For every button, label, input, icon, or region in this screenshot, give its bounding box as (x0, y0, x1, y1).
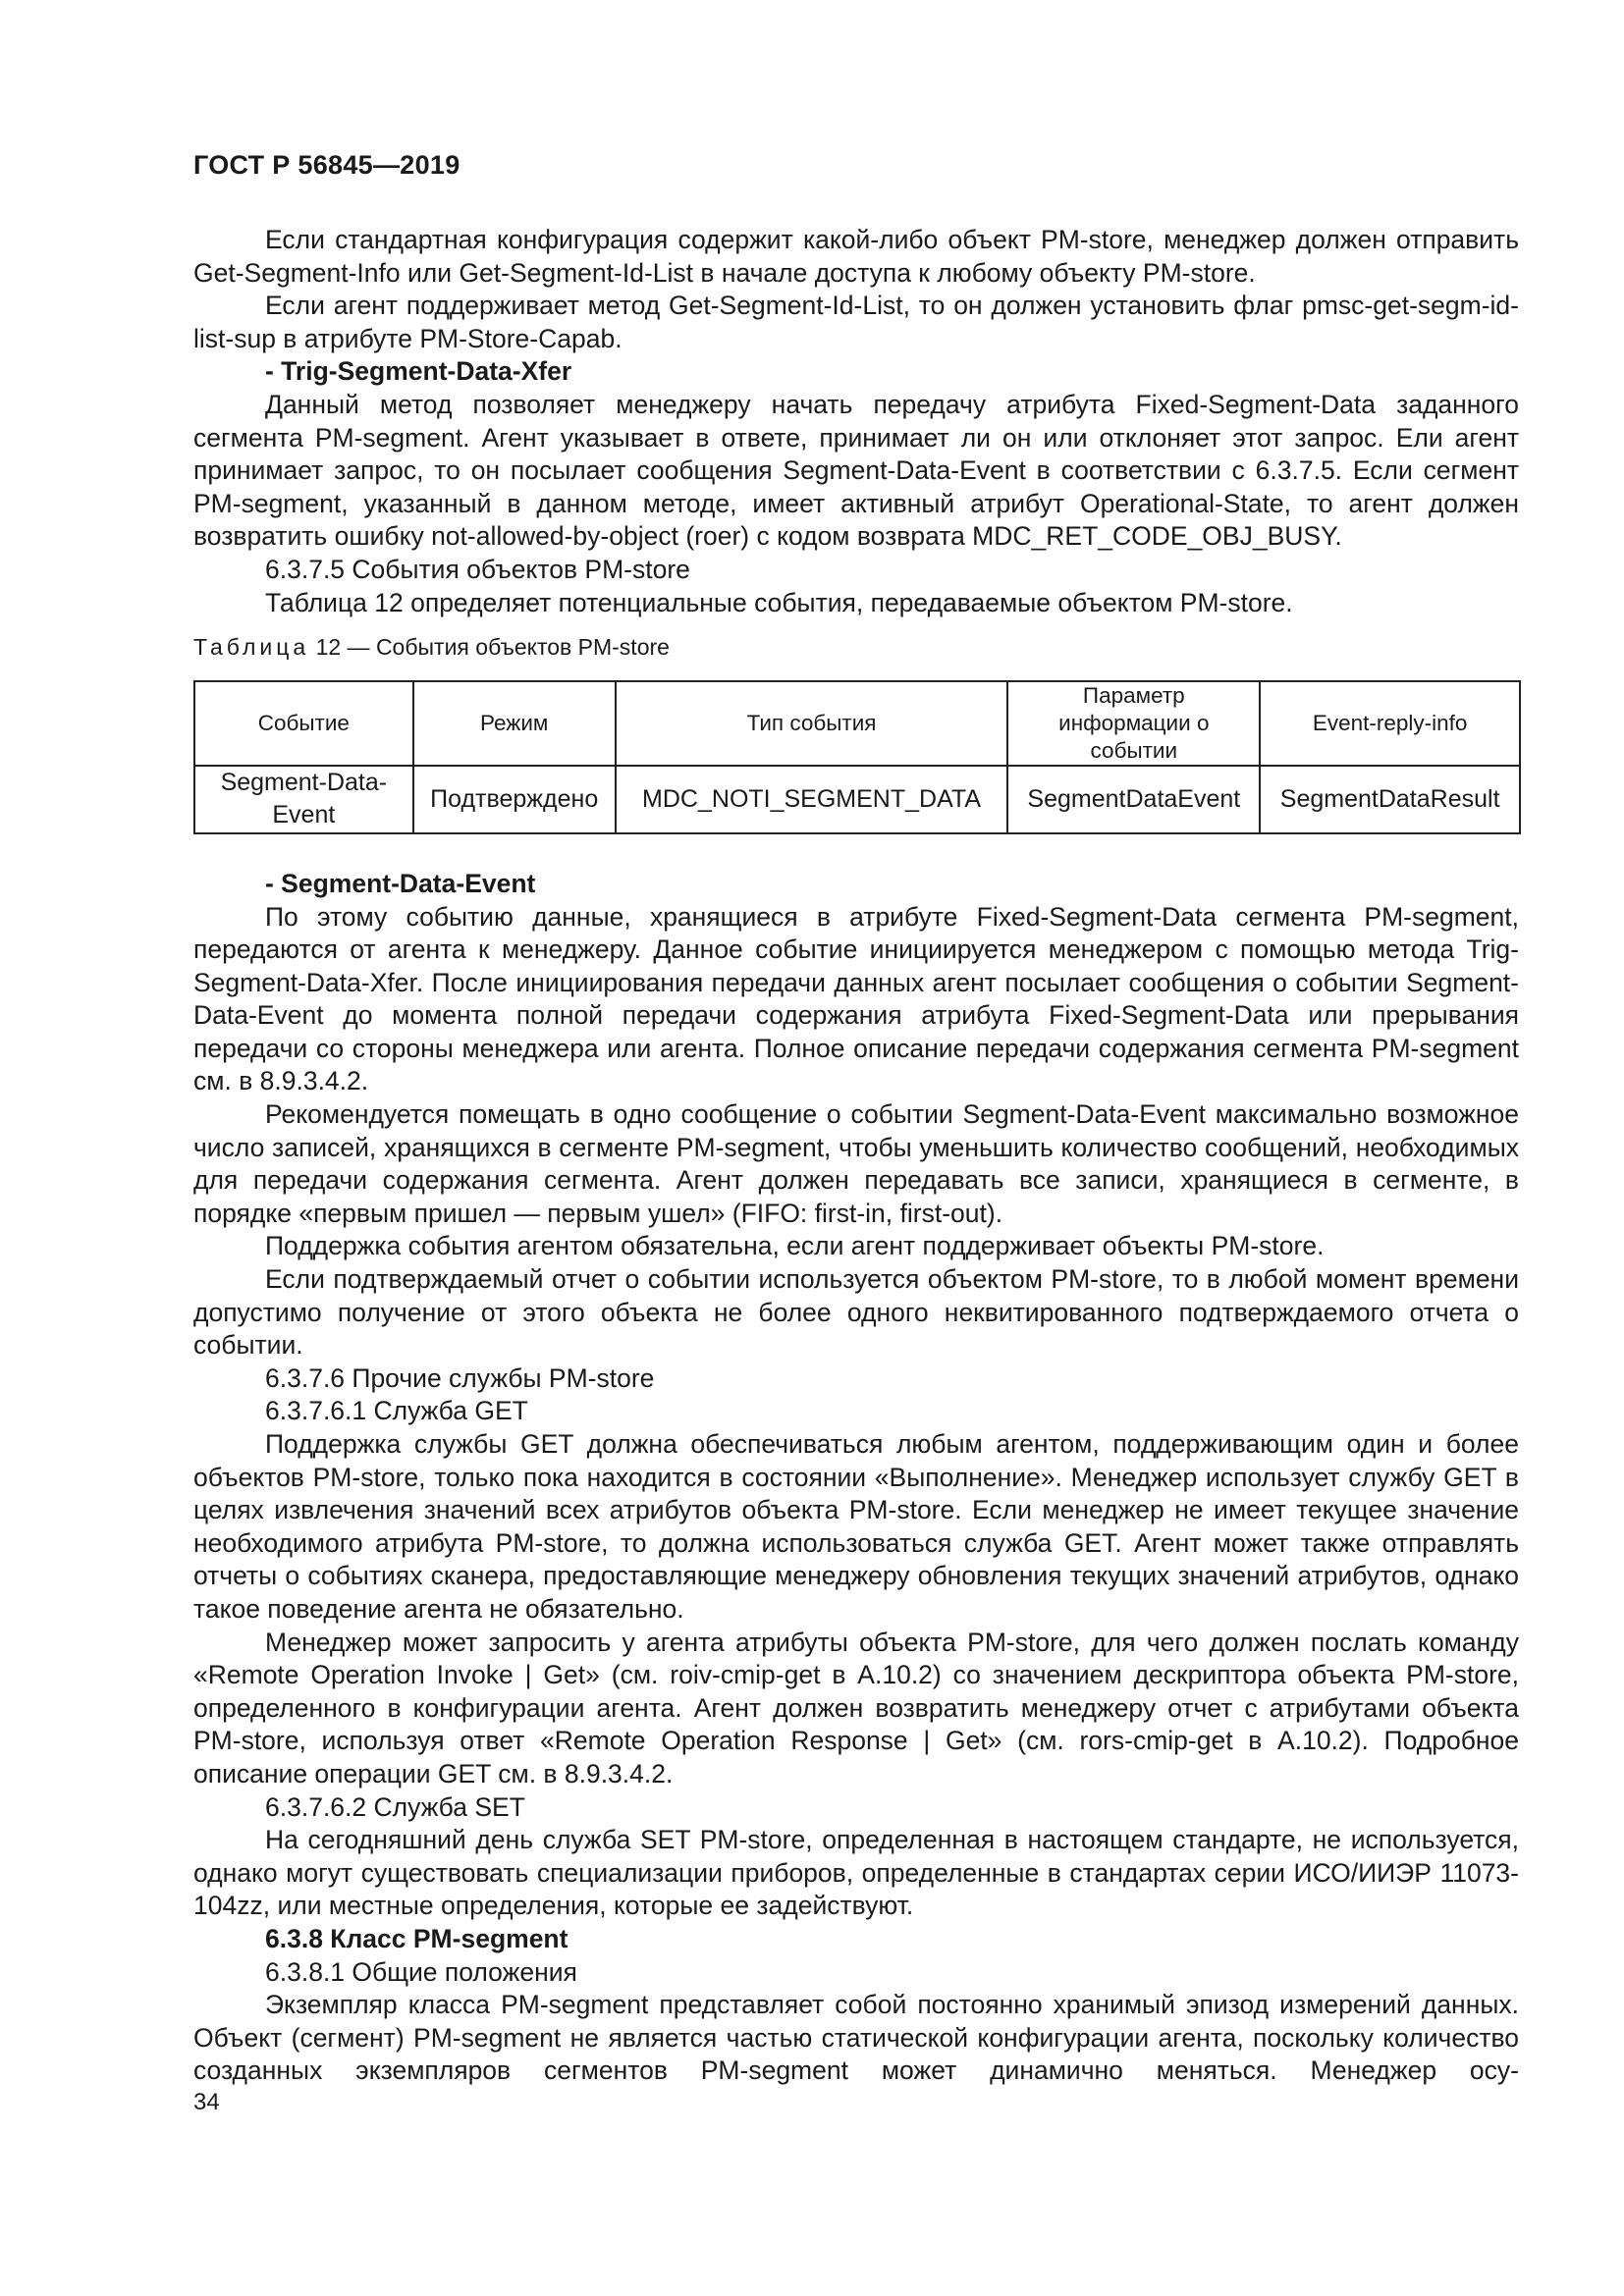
table-cell: Segment-Data-Event (194, 766, 413, 833)
table-header-cell: Event-reply-info (1260, 681, 1520, 766)
table-header-cell: Событие (194, 681, 413, 766)
table-caption-text: 12 — События объектов PM-store (309, 634, 670, 661)
paragraph: Экземпляр класса PM-segment представляет собой постоянно хранимый эпизод измерений данных. Объект (сегмент) PM-segment не является частью статической конфигурации агента, поскольку количество созданных экземпляров сегментов PM-segment может динамично меняться. Менеджер осу- (193, 1990, 1519, 2086)
table-caption (193, 631, 1519, 665)
paragraph: Рекомендуется помещать в одно сообщение о событии Segment-Data-Event максимально возможное число записей, хранящихся в сегменте PM-segment, чтобы уменьшить количество сообщений, необходимых для передачи содержания сегмента. Агент должен передавать все записи, хранящиеся в сегменте, в порядке «первым пришел — первым ушел» (FIFO: first-in, first-out). (193, 1099, 1519, 1228)
table-row (194, 766, 1520, 833)
section-heading: 6.3.7.6.2 Служба SET (265, 1791, 525, 1822)
paragraph: Если агент поддерживает метод Get-Segment-Id-List, то он должен установить флаг pmsc-get-segm-id-list-sup в атрибуте PM-Store-Capab. (193, 291, 1519, 353)
paragraph: Поддержка события агентом обязательна, если агент поддерживает объекты PM-store. (265, 1231, 1325, 1261)
paragraph: Данный метод позволяет менеджеру начать передачу атрибута Fixed-Segment-Data заданного сегмента PM-segment. Агент указывает в ответе, принимает ли он или отклоняет этот запрос. Ели агент принимает запрос, то он посылает сообщения Segment-Data-Event в соответствии с 6.3.7.5. Если сегмент PM-segment, указанный в данном методе, имеет активный атрибут Operational-State, то агент должен возвратить ошибку not-allowed-by-object (roer) с кодом возврата MDC_RET_CODE_OBJ_BUSY. (193, 389, 1519, 552)
section-heading: 6.3.7.6 Прочие службы PM-store (265, 1362, 655, 1393)
table-header-row (194, 681, 1520, 766)
document-body (193, 224, 1519, 2088)
table-header-cell: Тип события (616, 681, 1008, 766)
table-cell: Подтверждено (413, 766, 616, 833)
method-heading: - Trig-Segment-Data-Xfer (265, 356, 572, 387)
paragraph: Менеджер может запросить у агента атрибуты объекта PM-store, для чего должен послать команду «Remote Operation Invoke | Get» (см. roiv-cmip-get в A.10.2) со значением дескриптора объекта PM-store, определенного в конфигурации агента. Агент должен возвратить менеджеру отчет с атрибутами объекта PM-store, используя ответ «Remote Operation Response | Get» (см. rors-cmip-get в A.10.2). Подробное описание операции GET см. в 8.9.3.4.2. (193, 1627, 1519, 1789)
paragraph: По этому событию данные, хранящиеся в атрибуте Fixed-Segment-Data сегмента PM-segment, передаются от агента к менеджеру. Данное событие инициируется менеджером с помощью метода Trig-Segment-Data-Xfer. После инициирования передачи данных агент посылает сообщения о событии Segment-Data-Event до момента полной передачи содержания атрибута Fixed-Segment-Data или прерывания передачи со стороны менеджера или агента. Полное описание передачи содержания сегмента PM-segment см. в 8.9.3.4.2. (193, 901, 1519, 1096)
section-heading-bold: 6.3.8 Класс PM-segment (265, 1923, 568, 1953)
table-header-cell: Режим (413, 681, 616, 766)
paragraph: Поддержка службы GET должна обеспечиваться любым агентом, поддерживающим один и более объектов PM-store, только пока находится в состоянии «Выполнение». Менеджер использует службу GET в целях извлечения значений всех атрибутов объекта PM-store. Если менеджер не имеет текущее значение необходимого атрибута PM-store, то должна использоваться служба GET. Агент может также отправлять отчеты о событиях сканера, предоставляющие менеджеру обновления текущих значений атрибутов, однако такое поведение агента не обязательно. (193, 1429, 1519, 1624)
table-cell: SegmentDataEvent (1007, 766, 1260, 833)
paragraph: На сегодняшний день служба SET PM-store, определенная в настоящем стандарте, не используется, однако могут существовать специализации приборов, определенные в стандартах серии ИСО/ИИЭР 11073-104zz, или местные определения, которые ее задействуют. (193, 1825, 1519, 1921)
section-heading: 6.3.7.5 События объектов PM-store (265, 554, 690, 584)
table-cell: SegmentDataResult (1260, 766, 1520, 833)
table-header-cell: Параметр информации о событии (1007, 681, 1260, 766)
section-heading: 6.3.8.1 Общие положения (265, 1956, 577, 1987)
table-caption-prefix: Таблица (193, 634, 310, 661)
document-header: ГОСТ Р 56845—2019 (193, 150, 460, 180)
table-cell: MDC_NOTI_SEGMENT_DATA (616, 766, 1008, 833)
paragraph: Таблица 12 определяет потенциальные события, передаваемые объектом PM-store. (265, 587, 1293, 617)
paragraph: Если подтверждаемый отчет о событии используется объектом PM-store, то в любой момент времени допустимо получение от этого объекта не более одного неквитированного подтверждаемого отчета о событии. (193, 1264, 1519, 1361)
event-heading: - Segment-Data-Event (265, 868, 536, 898)
section-heading: 6.3.7.6.1 Служба GET (265, 1396, 528, 1426)
page-number: 34 (193, 2089, 220, 2115)
events-table (193, 680, 1521, 834)
paragraph: Если стандартная конфигурация содержит какой-либо объект PM-store, менеджер должен отправить Get-Segment-Info или Get-Segment-Id-List в начале доступа к любому объекту PM-store. (193, 225, 1519, 288)
